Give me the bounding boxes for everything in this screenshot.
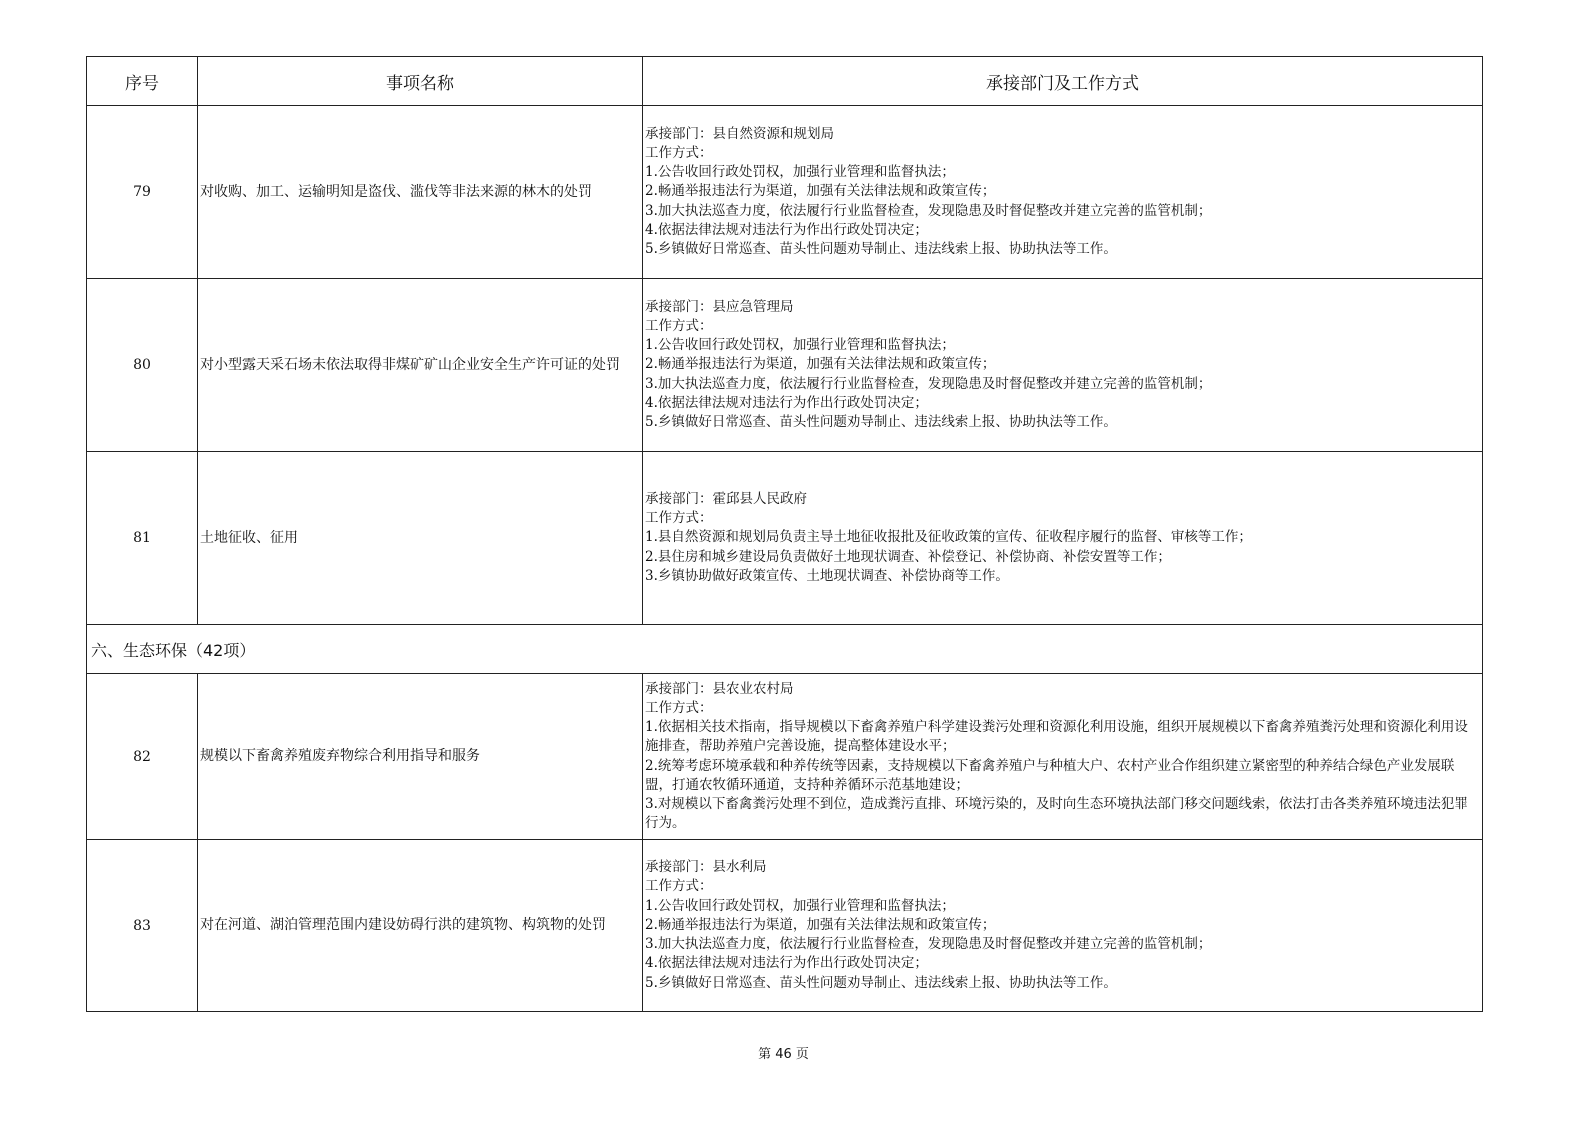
detail-line: 1.依据相关技术指南，指导规模以下畜禽养殖户科学建设粪污处理和资源化利用设施，组织开展规模以下畜禽养殖粪污处理和资源化利用设施排查，帮助养殖户完善设施，提高整体建设水平； xyxy=(645,719,1468,755)
detail-line: 承接部门：县水利局 xyxy=(645,859,767,876)
detail-line: 工作方式： xyxy=(645,510,713,527)
detail-line: 2.县住房和城乡建设局负责做好土地现状调查、补偿登记、补偿协商、补偿安置等工作； xyxy=(645,548,1171,565)
detail-line: 4.依据法律法规对违法行为作出行政处罚决定； xyxy=(645,394,928,411)
detail-line: 承接部门：县应急管理局 xyxy=(645,298,794,315)
detail-line: 承接部门：县自然资源和规划局 xyxy=(645,125,834,142)
detail-line: 3.加大执法巡查力度，依法履行行业监督检查，发现隐患及时督促整改并建立完善的监管机制； xyxy=(645,202,1212,219)
detail-line: 工作方式： xyxy=(645,699,713,716)
row-detail xyxy=(643,106,1483,279)
header-seq: 序号 xyxy=(87,57,198,106)
row-matter-name: 对收购、加工、运输明知是盗伐、滥伐等非法来源的林木的处罚 xyxy=(198,106,643,279)
page-number: 第 46 页 xyxy=(758,1047,809,1062)
row-number: 82 xyxy=(87,674,198,840)
detail-line: 1.公告收回行政处罚权，加强行业管理和监督执法； xyxy=(645,337,955,354)
matters-table xyxy=(86,56,1483,1012)
row-matter-name: 土地征收、征用 xyxy=(198,452,643,625)
header-matter-name: 事项名称 xyxy=(198,57,643,106)
detail-line: 2.畅通举报违法行为渠道，加强有关法律法规和政策宣传； xyxy=(645,183,996,200)
detail-line: 2.畅通举报违法行为渠道，加强有关法律法规和政策宣传； xyxy=(645,916,996,933)
detail-line: 5.乡镇做好日常巡查、苗头性问题劝导制止、违法线索上报、协助执法等工作。 xyxy=(645,241,1117,257)
table-row xyxy=(87,840,1483,1012)
detail-line: 工作方式： xyxy=(645,144,713,161)
row-detail xyxy=(643,279,1483,452)
row-detail xyxy=(643,674,1483,840)
detail-line: 5.乡镇做好日常巡查、苗头性问题劝导制止、违法线索上报、协助执法等工作。 xyxy=(645,974,1117,991)
table-row xyxy=(87,452,1483,625)
table-row xyxy=(87,674,1483,840)
detail-line: 4.依据法律法规对违法行为作出行政处罚决定； xyxy=(645,221,928,238)
table-row xyxy=(87,279,1483,452)
row-number: 80 xyxy=(87,279,198,452)
detail-line: 1.公告收回行政处罚权，加强行业管理和监督执法； xyxy=(645,897,955,914)
detail-line: 1.县自然资源和规划局负责主导土地征收报批及征收政策的宣传、征收程序履行的监督、审核等工作； xyxy=(645,529,1252,546)
row-number: 81 xyxy=(87,452,198,625)
detail-line: 3.加大执法巡查力度，依法履行行业监督检查，发现隐患及时督促整改并建立完善的监管机制； xyxy=(645,375,1212,392)
detail-line: 工作方式： xyxy=(645,878,713,895)
detail-line: 2.统筹考虑环境承载和种养传统等因素，支持规模以下畜禽养殖户与种植大户、农村产业合作组织建立紧密型的种养结合绿色产业发展联盟，打通农牧循环通道，支持种养循环示范基地建设； xyxy=(645,757,1455,793)
detail-line: 5.乡镇做好日常巡查、苗头性问题劝导制止、违法线索上报、协助执法等工作。 xyxy=(645,414,1117,430)
row-detail xyxy=(643,452,1483,625)
table-row xyxy=(87,106,1483,279)
row-number: 79 xyxy=(87,106,198,279)
detail-line: 3.加大执法巡查力度，依法履行行业监督检查，发现隐患及时督促整改并建立完善的监管机制； xyxy=(645,936,1212,953)
row-number: 83 xyxy=(87,840,198,1012)
detail-line: 3.对规模以下畜禽粪污处理不到位，造成粪污直排、环境污染的，及时向生态环境执法部门移交问题线索，依法打击各类养殖环境违法犯罪行为。 xyxy=(645,795,1468,832)
section-title: 六、生态环保（42项） xyxy=(87,625,1483,674)
section-row xyxy=(87,625,1483,674)
row-matter-name: 规模以下畜禽养殖废弃物综合利用指导和服务 xyxy=(198,674,643,840)
detail-line: 3.乡镇协助做好政策宣传、土地现状调查、补偿协商等工作。 xyxy=(645,567,1009,584)
header-department-method: 承接部门及工作方式 xyxy=(643,57,1483,106)
detail-line: 承接部门：县农业农村局 xyxy=(645,680,794,697)
row-matter-name: 对小型露天采石场未依法取得非煤矿矿山企业安全生产许可证的处罚 xyxy=(198,279,643,452)
detail-line: 承接部门：霍邱县人民政府 xyxy=(645,490,807,507)
row-detail xyxy=(643,840,1483,1012)
table-header-row xyxy=(87,57,1483,106)
detail-line: 2.畅通举报违法行为渠道，加强有关法律法规和政策宣传； xyxy=(645,356,996,373)
detail-line: 工作方式： xyxy=(645,317,713,334)
detail-line: 4.依据法律法规对违法行为作出行政处罚决定； xyxy=(645,955,928,972)
detail-line: 1.公告收回行政处罚权，加强行业管理和监督执法； xyxy=(645,164,955,181)
row-matter-name: 对在河道、湖泊管理范围内建设妨碍行洪的建筑物、构筑物的处罚 xyxy=(198,840,643,1012)
